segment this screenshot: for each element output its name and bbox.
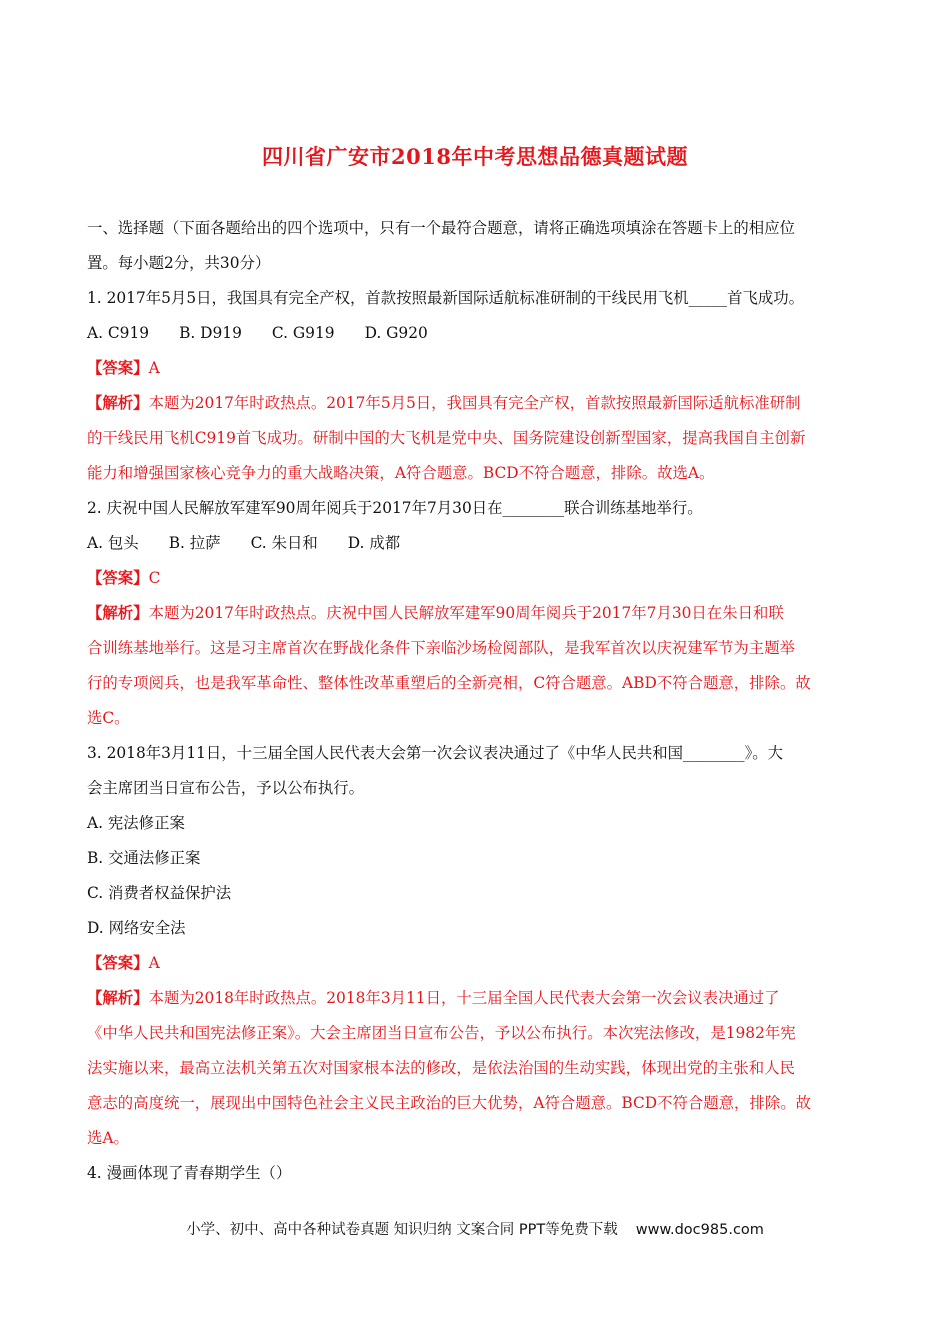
- question-3-answer-value: A: [148, 954, 160, 972]
- document-title: 四川省广安市2018年中考思想品德真题试题: [262, 144, 688, 169]
- question-1-answer: [87, 351, 867, 386]
- analysis-tag: 【解析】: [87, 394, 149, 412]
- answer-tag: 【答案】: [87, 954, 149, 972]
- question-3-option-d: D. 网络安全法: [87, 919, 186, 937]
- question-1-answer-value: A: [148, 359, 160, 377]
- question-1-analysis-line-2: 的干线民用飞机C919首飞成功。研制中国的大飞机是党中央、国务院建设创新型国家，提高我国自主创新: [87, 429, 806, 447]
- question-1-option-d: D. G920: [364, 324, 428, 342]
- question-3-analysis-line-2: 《中华人民共和国宪法修正案》。大会主席团当日宣布公告，予以公布执行。本次宪法修改，是1982年宪: [87, 1024, 796, 1042]
- question-3-answer: [87, 946, 867, 981]
- question-2-analysis-line-1: [87, 596, 867, 631]
- question-1-stem: 1. 2017年5月5日，我国具有完全产权，首款按照最新国际适航标准研制的干线民用飞机_____首飞成功。: [87, 289, 805, 307]
- question-2-analysis-line-2: 合训练基地举行。这是习主席首次在野战化条件下亲临沙场检阅部队，是我军首次以庆祝建军节为主题举: [87, 639, 795, 657]
- question-1-option-b: B. D919: [179, 324, 242, 342]
- question-1-analysis-line-3: 能力和增强国家核心竞争力的重大战略决策，A符合题意。BCD不符合题意，排除。故选A。: [87, 464, 715, 482]
- question-2-option-c: C. 朱日和: [250, 534, 318, 552]
- question-1-options: [87, 316, 867, 351]
- answer-tag: 【答案】: [87, 359, 149, 377]
- analysis-tag: 【解析】: [87, 989, 149, 1007]
- question-2-option-a: A. 包头: [87, 534, 139, 552]
- question-3-option-b: B. 交通法修正案: [87, 849, 201, 867]
- question-2-option-d: D. 成都: [347, 534, 401, 552]
- question-2-analysis-line-4: 选C。: [87, 709, 130, 727]
- question-2-options: [87, 526, 867, 561]
- question-3-analysis-line-5: 选A。: [87, 1129, 129, 1147]
- question-1-option-c: C. G919: [271, 324, 335, 342]
- question-2-analysis-line-3: 行的专项阅兵，也是我军革命性、整体性改革重塑后的全新亮相，C符合题意。ABD不符合题意，排除。故: [87, 674, 811, 692]
- question-3-analysis-line-3: 法实施以来，最高立法机关第五次对国家根本法的修改，是依法治国的生动实践，体现出党的主张和人民: [87, 1059, 795, 1077]
- section-heading-line-2: 置。每小题2分，共30分）: [87, 254, 271, 272]
- question-4-stem: 4. 漫画体现了青春期学生（）: [87, 1164, 292, 1182]
- footer-text: 小学、初中、高中各种试卷真题 知识归纳 文案合同 PPT等免费下载: [186, 1222, 618, 1238]
- question-3-analysis-text-1: 本题为2018年时政热点。2018年3月11日，十三届全国人民代表大会第一次会议表决通过了: [148, 989, 780, 1007]
- question-2-option-b: B. 拉萨: [168, 534, 221, 552]
- answer-tag: 【答案】: [87, 569, 149, 587]
- question-2-analysis-text-1: 本题为2017年时政热点。庆祝中国人民解放军建军90周年阅兵于2017年7月30日在朱日和联: [148, 604, 784, 622]
- question-1-option-a: A. C919: [87, 324, 150, 342]
- document-body: [87, 211, 867, 1191]
- question-2-stem: 2. 庆祝中国人民解放军建军90周年阅兵于2017年7月30日在________联合训练基地举行。: [87, 499, 703, 517]
- section-heading-line-1: 一、选择题（下面各题给出的四个选项中，只有一个最符合题意，请将正确选项填涂在答题卡上的相应位: [87, 219, 795, 237]
- question-1-analysis-text-1: 本题为2017年时政热点。2017年5月5日，我国具有完全产权，首款按照最新国际适航标准研制: [148, 394, 801, 412]
- question-2-answer: [87, 561, 867, 596]
- question-3-option-c: C. 消费者权益保护法: [87, 884, 232, 902]
- question-3-analysis-line-1: [87, 981, 867, 1016]
- analysis-tag: 【解析】: [87, 604, 149, 622]
- question-3-option-a: A. 宪法修正案: [87, 814, 185, 832]
- question-3-stem-line-2: 会主席团当日宣布公告，予以公布执行。: [87, 779, 365, 797]
- question-3-stem-line-1: 3. 2018年3月11日，十三届全国人民代表大会第一次会议表决通过了《中华人民共和国________》。大: [87, 744, 784, 762]
- question-2-answer-value: C: [148, 569, 161, 587]
- question-1-analysis-line-1: [87, 386, 867, 421]
- footer-site-link[interactable]: www.doc985.com: [635, 1222, 764, 1238]
- question-3-analysis-line-4: 意志的高度统一，展现出中国特色社会主义民主政治的巨大优势，A符合题意。BCD不符合题意，排除。故: [87, 1094, 812, 1112]
- page-footer: [0, 1218, 950, 1239]
